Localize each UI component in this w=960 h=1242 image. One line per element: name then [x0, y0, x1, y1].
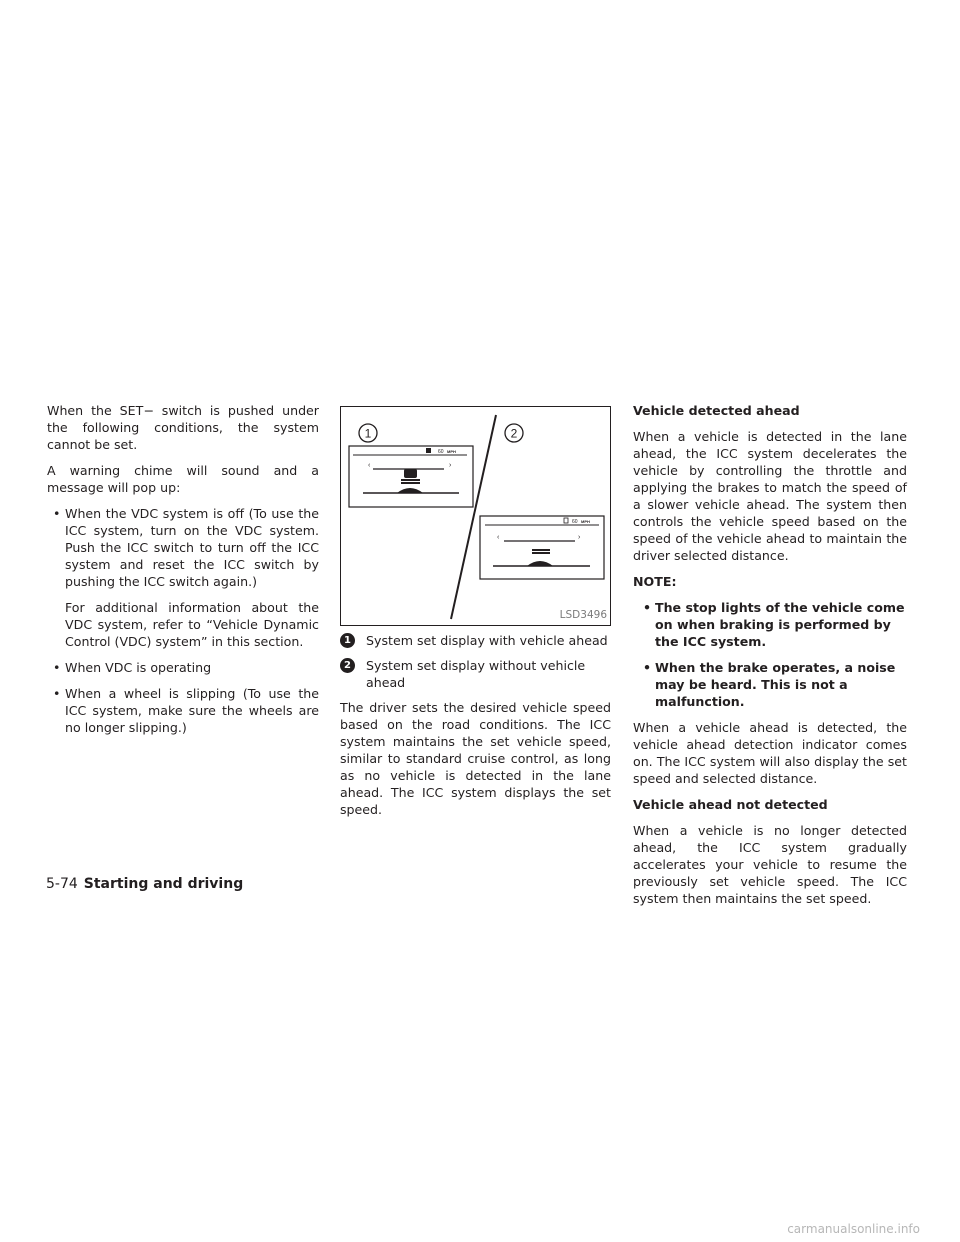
- callout-label-1: 1: [364, 426, 372, 441]
- intro-paragraph: When the SET− switch is pushed under the following conditions, the system cannot be set.: [47, 403, 319, 452]
- bullet-icon: •: [643, 660, 652, 675]
- watermark: carmanualsonline.info: [787, 1222, 920, 1236]
- vehicle-detected-paragraph: When a vehicle is detected in the lane ahead, the ICC system decelerates the vehicle by controlling the throttle and applying the brakes to match the speed of a slower vehicle ahead. The system then controls the vehicle speed based on the speed of the vehicle ahead to maintain the driver selected distance.: [633, 429, 907, 563]
- set-speed-text: 60: [438, 449, 444, 455]
- caption-1: [340, 632, 611, 649]
- callout-label-2: 2: [510, 426, 518, 441]
- icc-display-figure: [340, 406, 611, 626]
- bullet-icon: •: [53, 506, 61, 521]
- driver-sets-paragraph: The driver sets the desired vehicle speed based on the road conditions. The ICC system maintains the set vehicle speed, similar to standard cruise control, as long as no vehicle is detected in the lane ahead. The ICC system displays the set speed.: [340, 700, 611, 817]
- screen-without-vehicle-ahead: [480, 516, 604, 579]
- caption-2: [340, 657, 611, 691]
- warning-paragraph: A warning chime will sound and a message will pop up:: [47, 463, 319, 495]
- indicator-paragraph: When a vehicle ahead is detected, the vehicle ahead detection indicator comes on. The ICC system will also display the set speed and selected distance.: [633, 720, 907, 786]
- heading-vehicle-detected: Vehicle detected ahead: [633, 403, 800, 418]
- list-item: • When a wheel is slipping (To use the ICC system, make sure the wheels are no longer slipping.): [53, 686, 319, 735]
- vdc-reference-note: For additional information about the VDC system, refer to “Vehicle Dynamic Control (VDC) system” in this section.: [65, 600, 319, 649]
- own-vehicle-icon: [527, 561, 553, 566]
- column-middle: [340, 402, 611, 827]
- bullet-icon: •: [643, 600, 652, 615]
- caption-number-icon: 1: [340, 633, 355, 648]
- screen-with-vehicle-ahead: [349, 446, 473, 507]
- heading-vehicle-not-detected: Vehicle ahead not detected: [633, 797, 828, 812]
- caption-text: System set display without vehicle ahead: [366, 658, 586, 690]
- lead-vehicle-icon: [404, 469, 417, 478]
- vehicle-ahead-indicator-icon: [426, 448, 431, 453]
- svg-text:‹: ‹: [368, 462, 371, 469]
- caption-text: System set display with vehicle ahead: [366, 633, 608, 648]
- own-vehicle-icon: [397, 488, 423, 493]
- svg-text:‹: ‹: [497, 534, 500, 541]
- vehicle-not-detected-paragraph: When a vehicle is no longer detected ahead, the ICC system gradually accelerates your vehicle to resume the previously set vehicle speed. The ICC system then maintains the set speed.: [633, 823, 907, 906]
- speed-unit-text: MPH: [447, 449, 456, 454]
- column-right: [633, 402, 907, 916]
- bullet-icon: •: [53, 686, 61, 701]
- figure-code: LSD3496: [559, 609, 607, 621]
- svg-text:60: 60: [572, 519, 578, 525]
- bullet-icon: •: [53, 660, 61, 675]
- list-item: • When VDC is operating: [53, 660, 212, 675]
- vehicle-ahead-indicator-off-icon: [564, 518, 568, 523]
- svg-text:MPH: MPH: [581, 519, 590, 524]
- list-item: • When the brake operates, a noise may be heard. This is not a malfunction.: [643, 660, 896, 709]
- svg-text:›: ›: [578, 534, 581, 541]
- list-item: • When the VDC system is off (To use the ICC system, turn on the VDC system. Push the ICC switch to turn off the ICC system and reset the ICC switch by pushing the ICC switch again.) For additional information about the VDC system, refer to “Vehicle Dynamic Control (VDC) system” in this section.: [53, 506, 319, 649]
- caption-number-icon: 2: [340, 658, 355, 673]
- svg-text:›: ›: [449, 462, 452, 469]
- condition-list: [47, 505, 319, 736]
- page-footer: [46, 876, 243, 892]
- section-title: Starting and driving: [83, 876, 244, 892]
- figure-illustration: [341, 407, 610, 625]
- list-item: • The stop lights of the vehicle come on when braking is performed by the ICC system.: [643, 600, 905, 649]
- note-list: [633, 599, 907, 710]
- column-left: [47, 402, 319, 745]
- page-number: 5-74: [46, 876, 78, 892]
- note-label: NOTE:: [633, 574, 677, 589]
